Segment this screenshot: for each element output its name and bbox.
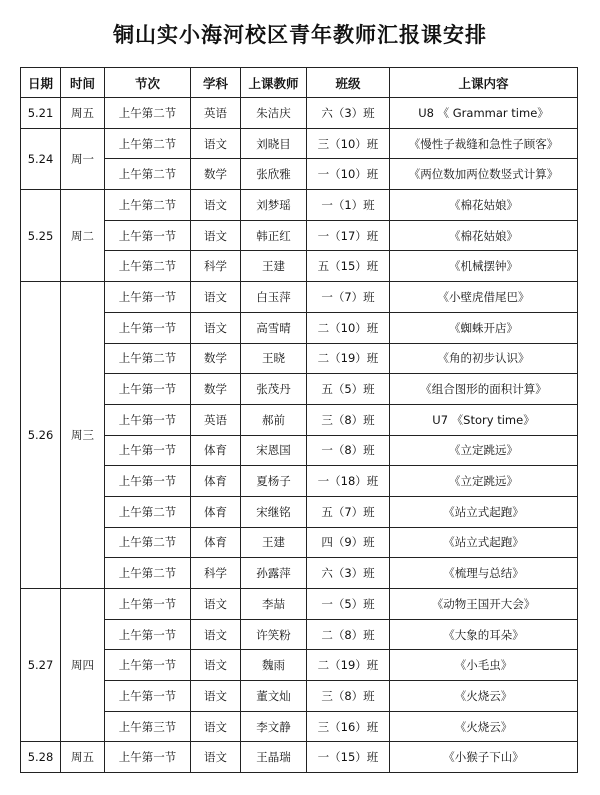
class-cell: 一（17）班 <box>307 220 390 251</box>
teacher-cell: 王建 <box>241 251 307 282</box>
class-cell: 一（10）班 <box>307 159 390 190</box>
table-row <box>21 374 578 405</box>
subject-cell: 语文 <box>191 650 241 681</box>
period-cell: 上午第二节 <box>105 98 191 129</box>
subject-cell: 语文 <box>191 742 241 773</box>
content-cell: 《蜘蛛开店》 <box>390 312 578 343</box>
teacher-cell: 宋恩国 <box>241 435 307 466</box>
content-cell: 《火烧云》 <box>390 711 578 742</box>
content-cell: 《立定跳远》 <box>390 435 578 466</box>
content-cell: 《梳理与总结》 <box>390 558 578 589</box>
schedule-table <box>20 67 578 773</box>
subject-cell: 英语 <box>191 98 241 129</box>
header-date: 日期 <box>21 68 61 98</box>
content-cell: 《两位数加两位数竖式计算》 <box>390 159 578 190</box>
class-cell: 二（8）班 <box>307 619 390 650</box>
class-cell: 一（1）班 <box>307 190 390 221</box>
content-cell: U8 《 Grammar time》 <box>390 98 578 129</box>
period-cell: 上午第一节 <box>105 681 191 712</box>
content-cell: 《小毛虫》 <box>390 650 578 681</box>
subject-cell: 数学 <box>191 159 241 190</box>
period-cell: 上午第三节 <box>105 711 191 742</box>
table-row <box>21 343 578 374</box>
class-cell: 二（19）班 <box>307 343 390 374</box>
teacher-cell: 白玉萍 <box>241 282 307 313</box>
date-cell: 5.24 <box>21 128 61 189</box>
class-cell: 一（8）班 <box>307 435 390 466</box>
table-row <box>21 251 578 282</box>
content-cell: 《立定跳远》 <box>390 466 578 497</box>
teacher-cell: 李喆 <box>241 589 307 620</box>
class-cell: 一（5）班 <box>307 589 390 620</box>
period-cell: 上午第二节 <box>105 159 191 190</box>
content-cell: 《小猴子下山》 <box>390 742 578 773</box>
class-cell: 五（5）班 <box>307 374 390 405</box>
class-cell: 六（3）班 <box>307 558 390 589</box>
teacher-cell: 刘梦瑶 <box>241 190 307 221</box>
teacher-cell: 孙露萍 <box>241 558 307 589</box>
period-cell: 上午第一节 <box>105 312 191 343</box>
subject-cell: 语文 <box>191 589 241 620</box>
table-row <box>21 159 578 190</box>
table-row <box>21 742 578 773</box>
subject-cell: 体育 <box>191 435 241 466</box>
period-cell: 上午第一节 <box>105 650 191 681</box>
period-cell: 上午第一节 <box>105 435 191 466</box>
class-cell: 三（16）班 <box>307 711 390 742</box>
table-row <box>21 220 578 251</box>
class-cell: 三（8）班 <box>307 404 390 435</box>
weekday-cell: 周四 <box>61 589 105 742</box>
content-cell: 《慢性子裁缝和急性子顾客》 <box>390 128 578 159</box>
table-row <box>21 527 578 558</box>
teacher-cell: 夏杨子 <box>241 466 307 497</box>
subject-cell: 语文 <box>191 681 241 712</box>
subject-cell: 语文 <box>191 619 241 650</box>
period-cell: 上午第二节 <box>105 558 191 589</box>
period-cell: 上午第二节 <box>105 128 191 159</box>
header-subject: 学科 <box>191 68 241 98</box>
subject-cell: 语文 <box>191 711 241 742</box>
content-cell: 《棉花姑娘》 <box>390 220 578 251</box>
class-cell: 二（19）班 <box>307 650 390 681</box>
header-content: 上课内容 <box>390 68 578 98</box>
header-period: 节次 <box>105 68 191 98</box>
subject-cell: 语文 <box>191 312 241 343</box>
teacher-cell: 朱洁庆 <box>241 98 307 129</box>
teacher-cell: 刘晓目 <box>241 128 307 159</box>
class-cell: 一（18）班 <box>307 466 390 497</box>
period-cell: 上午第一节 <box>105 619 191 650</box>
period-cell: 上午第一节 <box>105 742 191 773</box>
teacher-cell: 张茂丹 <box>241 374 307 405</box>
content-cell: 《组合图形的面积计算》 <box>390 374 578 405</box>
period-cell: 上午第一节 <box>105 220 191 251</box>
period-cell: 上午第一节 <box>105 282 191 313</box>
subject-cell: 语文 <box>191 190 241 221</box>
table-row <box>21 128 578 159</box>
teacher-cell: 宋继铭 <box>241 496 307 527</box>
content-cell: 《站立式起跑》 <box>390 527 578 558</box>
subject-cell: 语文 <box>191 220 241 251</box>
class-cell: 五（15）班 <box>307 251 390 282</box>
class-cell: 六（3）班 <box>307 98 390 129</box>
date-cell: 5.25 <box>21 190 61 282</box>
content-cell: 《小壁虎借尾巴》 <box>390 282 578 313</box>
subject-cell: 语文 <box>191 128 241 159</box>
table-row <box>21 650 578 681</box>
weekday-cell: 周三 <box>61 282 105 589</box>
content-cell: 《站立式起跑》 <box>390 496 578 527</box>
header-class: 班级 <box>307 68 390 98</box>
teacher-cell: 王晶瑞 <box>241 742 307 773</box>
content-cell: 《大象的耳朵》 <box>390 619 578 650</box>
subject-cell: 科学 <box>191 251 241 282</box>
teacher-cell: 许笑粉 <box>241 619 307 650</box>
subject-cell: 英语 <box>191 404 241 435</box>
table-row <box>21 496 578 527</box>
weekday-cell: 周五 <box>61 98 105 129</box>
content-cell: 《机械摆钟》 <box>390 251 578 282</box>
table-row <box>21 558 578 589</box>
content-cell: 《角的初步认识》 <box>390 343 578 374</box>
content-cell: U7 《Story time》 <box>390 404 578 435</box>
table-row <box>21 312 578 343</box>
table-row <box>21 98 578 129</box>
teacher-cell: 高雪晴 <box>241 312 307 343</box>
content-cell: 《火烧云》 <box>390 681 578 712</box>
teacher-cell: 魏雨 <box>241 650 307 681</box>
date-cell: 5.27 <box>21 589 61 742</box>
weekday-cell: 周五 <box>61 742 105 773</box>
weekday-cell: 周二 <box>61 190 105 282</box>
period-cell: 上午第二节 <box>105 190 191 221</box>
period-cell: 上午第一节 <box>105 466 191 497</box>
date-cell: 5.21 <box>21 98 61 129</box>
class-cell: 一（7）班 <box>307 282 390 313</box>
table-row <box>21 589 578 620</box>
teacher-cell: 王建 <box>241 527 307 558</box>
teacher-cell: 董文灿 <box>241 681 307 712</box>
subject-cell: 体育 <box>191 496 241 527</box>
table-row <box>21 190 578 221</box>
table-header-row <box>21 68 578 98</box>
table-row <box>21 619 578 650</box>
header-day: 时间 <box>61 68 105 98</box>
period-cell: 上午第二节 <box>105 343 191 374</box>
period-cell: 上午第一节 <box>105 589 191 620</box>
teacher-cell: 郝前 <box>241 404 307 435</box>
subject-cell: 体育 <box>191 527 241 558</box>
class-cell: 四（9）班 <box>307 527 390 558</box>
content-cell: 《动物王国开大会》 <box>390 589 578 620</box>
date-cell: 5.26 <box>21 282 61 589</box>
class-cell: 五（7）班 <box>307 496 390 527</box>
header-teacher: 上课教师 <box>241 68 307 98</box>
subject-cell: 科学 <box>191 558 241 589</box>
table-row <box>21 282 578 313</box>
page-title: 铜山实小海河校区青年教师汇报课安排 <box>113 23 487 47</box>
teacher-cell: 张欣雅 <box>241 159 307 190</box>
class-cell: 一（15）班 <box>307 742 390 773</box>
date-cell: 5.28 <box>21 742 61 773</box>
teacher-cell: 韩正红 <box>241 220 307 251</box>
period-cell: 上午第二节 <box>105 496 191 527</box>
class-cell: 三（8）班 <box>307 681 390 712</box>
period-cell: 上午第一节 <box>105 374 191 405</box>
table-row <box>21 681 578 712</box>
subject-cell: 数学 <box>191 343 241 374</box>
teacher-cell: 王晓 <box>241 343 307 374</box>
period-cell: 上午第二节 <box>105 251 191 282</box>
table-row <box>21 435 578 466</box>
table-row <box>21 466 578 497</box>
period-cell: 上午第二节 <box>105 527 191 558</box>
weekday-cell: 周一 <box>61 128 105 189</box>
subject-cell: 数学 <box>191 374 241 405</box>
class-cell: 三（10）班 <box>307 128 390 159</box>
teacher-cell: 李文静 <box>241 711 307 742</box>
class-cell: 二（10）班 <box>307 312 390 343</box>
subject-cell: 语文 <box>191 282 241 313</box>
table-row <box>21 404 578 435</box>
content-cell: 《棉花姑娘》 <box>390 190 578 221</box>
period-cell: 上午第一节 <box>105 404 191 435</box>
subject-cell: 体育 <box>191 466 241 497</box>
table-row <box>21 711 578 742</box>
